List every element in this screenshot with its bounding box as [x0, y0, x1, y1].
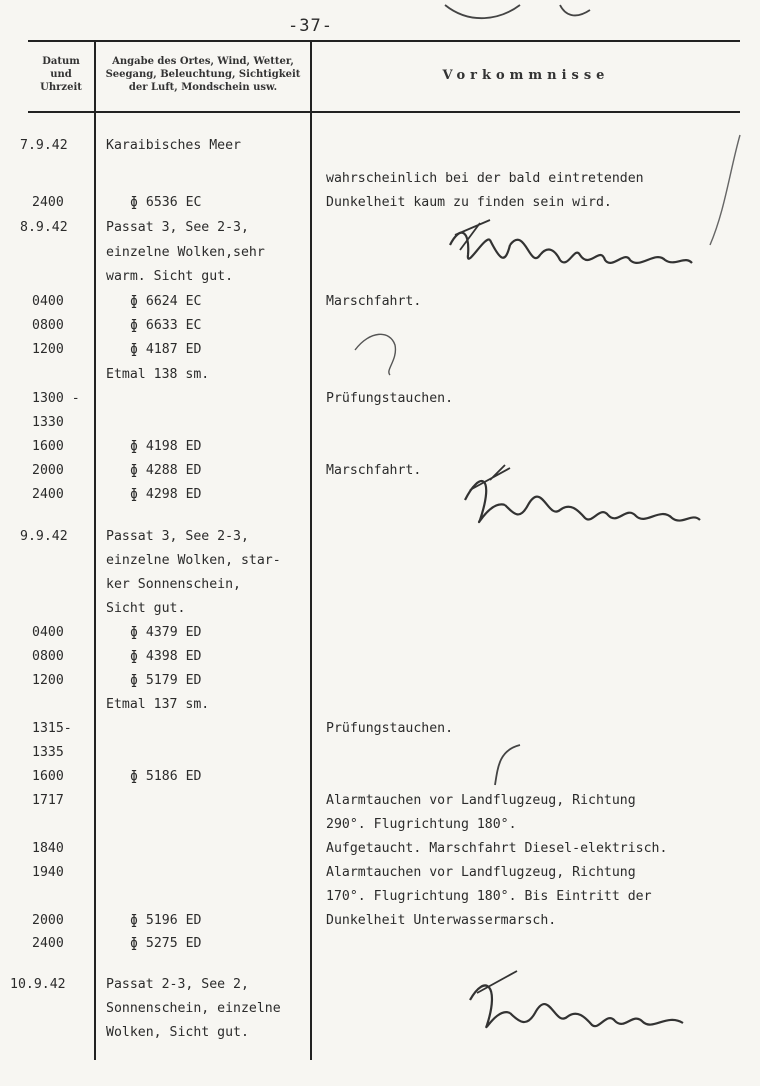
log-row-event: Alarmtauchen vor Landflugzeug, Richtung	[326, 865, 636, 880]
column-divider-2	[310, 40, 312, 1060]
log-row-location: ɸ 6536 EC	[130, 195, 202, 210]
log-row-location: Karaibisches Meer	[106, 138, 241, 153]
log-row-time: 2400	[32, 487, 64, 502]
log-row-time: 1315-	[32, 721, 72, 736]
log-row-location: Etmal 138 sm.	[106, 367, 210, 382]
stray-mark-1	[350, 320, 410, 384]
log-row-time: 1200	[32, 673, 64, 688]
header-top-rule	[28, 40, 740, 42]
log-row-location: ɸ 4288 ED	[130, 463, 202, 478]
log-row-time: 1200	[32, 342, 64, 357]
signature-3	[455, 965, 695, 1045]
log-row-location: ɸ 4379 ED	[130, 625, 202, 640]
log-row-event: Aufgetaucht. Marschfahrt Diesel-elektrisch.	[326, 841, 668, 856]
header-date-line-2: und	[50, 69, 72, 80]
log-row-time: 0800	[32, 649, 64, 664]
log-row-event: Prüfungstauchen.	[326, 721, 454, 736]
log-row-event: Marschfahrt.	[326, 294, 422, 309]
log-row-time: 1940	[32, 865, 64, 880]
column-divider-1	[94, 40, 96, 1060]
log-row-location: Sicht gut.	[106, 601, 186, 616]
log-row-time: 2400	[32, 195, 64, 210]
page-number: -37-	[288, 16, 333, 36]
log-row-event: Dunkelheit kaum zu finden sein wird.	[326, 195, 612, 210]
log-row-time: 0400	[32, 294, 64, 309]
log-row-location: ɸ 4198 ED	[130, 439, 202, 454]
log-row-location: ɸ 4187 ED	[130, 342, 202, 357]
log-row-time: 2000	[32, 463, 64, 478]
stray-mark-3	[700, 130, 750, 254]
log-row-event: 290°. Flugrichtung 180°.	[326, 817, 517, 832]
log-row-location: Wolken, Sicht gut.	[106, 1025, 249, 1040]
log-row-time: 2000	[32, 913, 64, 928]
log-row-event: 170°. Flugrichtung 180°. Bis Eintritt der	[326, 889, 652, 904]
log-row-time: 0800	[32, 318, 64, 333]
header-date-line-3: Uhrzeit	[40, 82, 82, 93]
log-row-location: ɸ 5179 ED	[130, 673, 202, 688]
log-row-location: einzelne Wolken,sehr	[106, 245, 265, 260]
log-row-event: Alarmtauchen vor Landflugzeug, Richtung	[326, 793, 636, 808]
log-row-time: 8.9.42	[20, 220, 68, 235]
log-row-time: 9.9.42	[20, 529, 68, 544]
log-row-location: ker Sonnenschein,	[106, 577, 241, 592]
log-row-time: 0400	[32, 625, 64, 640]
log-row-location: Passat 3, See 2-3,	[106, 220, 249, 235]
header-bottom-rule	[28, 111, 740, 113]
log-row-location: Passat 3, See 2-3,	[106, 529, 249, 544]
log-row-location: warm. Sicht gut.	[106, 269, 234, 284]
log-row-event: Prüfungstauchen.	[326, 391, 454, 406]
log-row-time: 1600	[32, 769, 64, 784]
log-row-location: ɸ 5275 ED	[130, 936, 202, 951]
log-row-time: 7.9.42	[20, 138, 68, 153]
log-row-time: 1330	[32, 415, 64, 430]
header-location-line-2: Seegang, Beleuchtung, Sichtigkeit	[105, 69, 301, 80]
log-row-location: einzelne Wolken, star-	[106, 553, 281, 568]
log-row-time: 10.9.42	[10, 977, 66, 992]
log-row-location: ɸ 6633 EC	[130, 318, 202, 333]
stray-mark-2	[490, 740, 530, 794]
header-date-column	[30, 55, 92, 94]
log-row-time: 2400	[32, 936, 64, 951]
log-row-location: Passat 2-3, See 2,	[106, 977, 249, 992]
header-location-column	[97, 55, 309, 94]
header-events-column: Vorkommnisse	[442, 68, 610, 83]
log-row-location: ɸ 6624 EC	[130, 294, 202, 309]
log-row-time: 1335	[32, 745, 64, 760]
header-date-line-1: Datum	[42, 56, 80, 67]
log-row-event: Dunkelheit Unterwassermarsch.	[326, 913, 557, 928]
log-row-location: ɸ 4398 ED	[130, 649, 202, 664]
header-location-line-1: Angabe des Ortes, Wind, Wetter,	[112, 56, 294, 67]
log-row-event: wahrscheinlich bei der bald eintretenden	[326, 171, 644, 186]
log-row-event: Marschfahrt.	[326, 463, 422, 478]
log-row-location: Etmal 137 sm.	[106, 697, 210, 712]
log-row-location: ɸ 4298 ED	[130, 487, 202, 502]
log-row-location: Sonnenschein, einzelne	[106, 1001, 281, 1016]
signature-1	[430, 215, 710, 285]
signature-2	[450, 460, 710, 540]
log-row-time: 1600	[32, 439, 64, 454]
log-row-location: ɸ 5196 ED	[130, 913, 202, 928]
header-location-line-3: der Luft, Mondschein usw.	[128, 82, 278, 93]
stray-mark-4	[440, 0, 600, 34]
log-row-time: 1300 -	[32, 391, 80, 406]
log-row-location: ɸ 5186 ED	[130, 769, 202, 784]
log-row-time: 1840	[32, 841, 64, 856]
log-row-time: 1717	[32, 793, 64, 808]
